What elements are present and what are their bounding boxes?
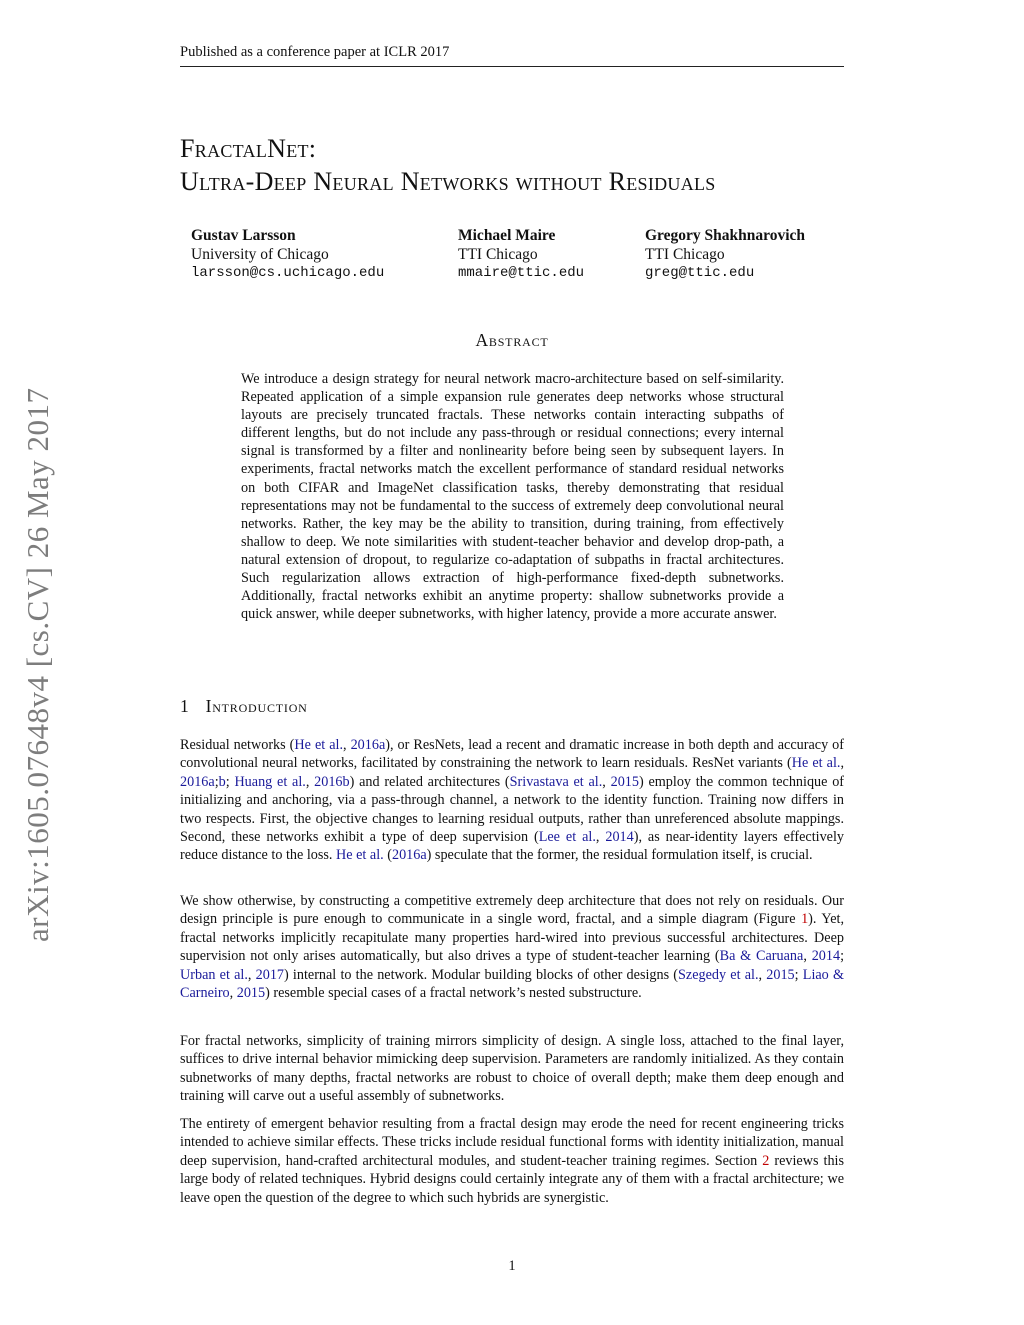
text-run: ) employ the common technique of initializing and anchoring, via a pass-through channel, a network to the identity function. Training now differs in two respects. First, the objective changes to learning residual outputs, rather than unreferenced absolute mappings. Second, these networks exhibit a type of deep supervision ( (180, 773, 845, 846)
citation-link[interactable]: Urban et al. (180, 966, 248, 983)
text-run: ), as near-identity layers effectively reduce distance to the loss. (180, 829, 845, 864)
text-run: , (758, 966, 767, 983)
text-run: Residual networks ( (180, 737, 295, 753)
citation-link[interactable]: Ba & Caruana (719, 948, 804, 965)
text-run: , (247, 966, 256, 983)
author-email: larsson@cs.uchicago.edu (191, 265, 385, 281)
text-run: reviews this large body of related techniques. Hybrid designs could certainly integrate any of them with a fractal architecture; we leave open the question of the degree to which such hybrids are synergistic. (180, 1152, 845, 1206)
citation-link[interactable]: 2015 (236, 985, 266, 1002)
author-email: mmaire@ttic.edu (458, 265, 585, 281)
citation-link[interactable]: Huang et al. (234, 773, 306, 790)
section-reference-link[interactable]: 2 (762, 1152, 770, 1169)
citation-link[interactable]: 2016a (391, 847, 427, 864)
text-run: , (343, 737, 351, 753)
author-affiliation: University of Chicago (191, 246, 329, 263)
text-run: ) internal to the network. Modular building blocks of other designs ( (284, 966, 679, 983)
citation-link[interactable]: 2016b (314, 773, 350, 790)
title-line-1: FractalNet: (180, 134, 317, 163)
section-heading-introduction (180, 696, 308, 717)
abstract-body: We introduce a design strategy for neural network macro-architecture based on self-similarity. Repeated application of a simple expansion rule generates deep networks whose structural layouts are precisely truncated fractals. These networks contain interacting subpaths of different lengths, but do not include any pass-through or residual connections; every internal signal is transformed by a filter and nonlinearity before being seen by subsequent layers. In experiments, fractal networks match the excellent performance of standard residual networks on both CIFAR and ImageNet classification tasks, thereby demonstrating that residual representations may not be fundamental to the success of extremely deep convolutional neural networks. Rather, the key may be the ability to transition, during training, from effectively shallow to deep. We note similarities with student-teacher behavior and develop drop-path, a natural extension of dropout, to regularize co-adaptation of subpaths in fractal architectures. Such regularization allows extraction of high-performance fixed-depth subnetworks. Additionally, fractal networks exhibit an anytime property: shallow subnetworks provide a quick answer, while deeper subnetworks, with higher latency, provide a more accurate answer. (241, 371, 784, 623)
text-run: , (305, 773, 315, 790)
arxiv-identifier: arXiv:1605.07648v4 [cs.CV] 26 May 2017 (20, 387, 55, 942)
text-run: , (595, 829, 606, 846)
text-run: ; (794, 966, 803, 983)
running-header: Published as a conference paper at ICLR 2017 (180, 44, 844, 67)
text-run: We show otherwise, by constructing a competitive extremely deep architecture that does not rely on residuals. Our design principle is pure enough to communicate in a single word, fractal, and a simple diagram (Figure (180, 893, 844, 928)
citation-link[interactable]: Lee et al. (538, 829, 596, 846)
citation-link[interactable]: He et al. (336, 847, 384, 864)
text-run: ) speculate that the former, the residual formulation itself, is crucial. (426, 847, 813, 864)
citation-link[interactable]: 2014 (605, 829, 634, 846)
text-run: , (840, 755, 844, 772)
citation-link[interactable]: 2017 (255, 966, 284, 983)
citation-link[interactable]: Srivastava et al. (509, 773, 603, 790)
intro-paragraph-4 (180, 1115, 844, 1207)
abstract-heading: Abstract (475, 330, 549, 350)
text-run: , (229, 985, 237, 1002)
citation-link[interactable]: b (218, 773, 226, 790)
author-name: Gustav Larsson (191, 227, 296, 244)
text-run: ; (225, 773, 235, 790)
author-2 (458, 226, 584, 283)
author-1 (191, 226, 384, 283)
intro-paragraph-3: For fractal networks, simplicity of training mirrors simplicity of design. A single loss, attached to the final layer, suffices to drive internal behavior mimicking deep supervision. Parameters are randomly initialized. As they contain subnetworks of many depths, fractal networks are robust to choice of overall depth; make them deep enough and training will carve out a useful assembly of subnetworks. (180, 1033, 844, 1105)
section-number: 1 (180, 696, 190, 716)
page-number: 1 (508, 1258, 516, 1274)
author-name: Gregory Shakhnarovich (645, 227, 806, 244)
paper-title (180, 132, 880, 198)
section-title: Introduction (205, 696, 308, 716)
author-email: greg@ttic.edu (645, 265, 755, 281)
text-run: ; (840, 948, 845, 965)
text-run: ), or ResNets, lead a recent and dramatic increase in both depth and accuracy of convolutional neural networks, facilitated by constraining the network to learn residuals. ResNet variants ( (180, 737, 844, 772)
text-run: The entirety of emergent behavior resulting from a fractal design may erode the need for recent engineering tricks intended to achieve similar effects. These tricks include residual functional forms with identity initialization, manual deep supervision, hand-crafted architectural modules, and student-teacher training regimes. Section (180, 1116, 844, 1169)
author-affiliation: TTI Chicago (458, 246, 538, 263)
citation-link[interactable]: 2016a (350, 737, 386, 753)
citation-link[interactable]: 2014 (811, 948, 841, 965)
citation-link[interactable]: Szegedy et al. (678, 966, 759, 983)
text-run: ; (214, 773, 219, 790)
figure-reference-link[interactable]: 1 (801, 911, 809, 928)
author-affiliation: TTI Chicago (645, 246, 725, 263)
text-run: , (602, 773, 611, 790)
citation-link[interactable]: 2015 (766, 966, 795, 983)
intro-paragraph-2 (180, 892, 844, 1002)
text-run: , (803, 948, 812, 965)
text-run: ). Yet, fractal networks implicitly recapitulate many properties hard-wired into previous successful architectures. Deep supervision not only arises automatically, but also drives a type of student-teacher learning ( (180, 911, 844, 965)
intro-paragraph-1 (180, 736, 844, 865)
citation-link[interactable]: 2016a (180, 773, 215, 790)
text-run: ) resemble special cases of a fractal network’s nested substructure. (265, 985, 642, 1002)
citation-link[interactable]: He et al. (294, 737, 344, 753)
text-run: ) and related architectures ( (349, 773, 510, 790)
author-name: Michael Maire (458, 227, 556, 244)
author-3 (645, 226, 805, 283)
citation-link[interactable]: He et al. (791, 755, 841, 772)
citation-link[interactable]: Liao & Carneiro (180, 966, 845, 1002)
text-run: ( (383, 847, 392, 864)
citation-link[interactable]: 2015 (610, 773, 639, 790)
title-line-2: Ultra-Deep Neural Networks without Residuals (180, 167, 716, 196)
